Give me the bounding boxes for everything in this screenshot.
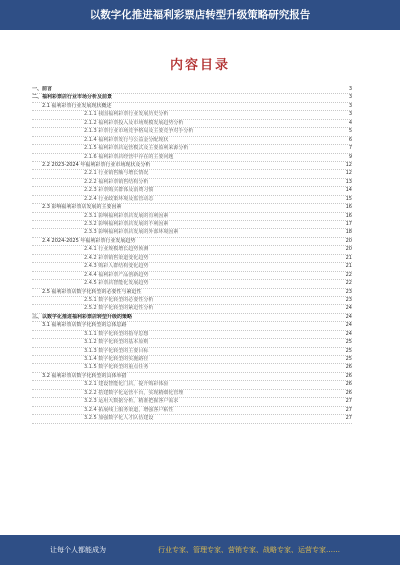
- toc-entry-page: 24: [345, 330, 352, 337]
- toc-entry-text: 3.2.1 建设智能化门店，提升购彩体验: [84, 381, 169, 388]
- toc-entry[interactable]: [32, 364, 352, 372]
- toc-entry-page: 3: [348, 111, 352, 118]
- toc-entry-text: 2.4.3 购彩人群结构变化趋势: [84, 263, 149, 270]
- toc-entry[interactable]: [32, 263, 352, 271]
- toc-entry-text: 3.2.2 搭建数字化运营平台，实现精细化管理: [84, 389, 184, 396]
- toc-entry-text: 2.3.1 影响福利彩票店发展的有利因素: [84, 212, 169, 219]
- toc-entry-page: 14: [345, 187, 352, 194]
- toc-entry-text: 2.5.1 数字化转型的必要性分析: [84, 296, 154, 303]
- table-of-contents: [32, 86, 352, 424]
- toc-entry[interactable]: [32, 339, 352, 347]
- toc-entry-text: 2.4.2 彩票销售渠道变化趋势: [84, 254, 149, 261]
- toc-entry-text: 2.1.5 福利彩票店运营模式及主要盈利来源分析: [84, 145, 189, 152]
- toc-entry-text: 2.2.2 福利彩票销售结构分析: [84, 178, 149, 185]
- report-title: 以数字化推进福利彩票店转型升级策略研究报告: [89, 9, 311, 21]
- toc-entry-page: 3: [348, 86, 352, 92]
- toc-entry-page: 3: [348, 94, 352, 101]
- toc-entry-text: 三、以数字化推进福利彩票店转型升级的策略: [32, 313, 133, 320]
- toc-entry[interactable]: [32, 280, 352, 288]
- toc-entry-text: 3.1 福利彩票店数字化转型的总体思路: [42, 322, 127, 329]
- toc-entry[interactable]: [32, 128, 352, 136]
- toc-entry[interactable]: [32, 390, 352, 398]
- toc-entry-page: 7: [348, 145, 352, 152]
- toc-entry[interactable]: [32, 356, 352, 364]
- report-header-bar: [0, 0, 400, 30]
- toc-entry-text: 2.1.2 福利彩票投入及市场规模发展趋势分析: [84, 119, 184, 126]
- toc-entry[interactable]: [32, 407, 352, 415]
- toc-entry-text: 3.1.5 数字化转型的重点任务: [84, 364, 149, 371]
- toc-entry-text: 3.2 福利彩票店数字化转型的具体举措: [42, 372, 127, 379]
- toc-entry-text: 2.4 2024-2025 年福利彩票行业发展趋势: [42, 237, 136, 244]
- toc-entry-text: 2.2 2023-2024 年福利彩票行业市场现状及分析: [42, 161, 151, 168]
- toc-entry[interactable]: [32, 415, 352, 423]
- toc-entry[interactable]: [32, 272, 352, 280]
- toc-entry[interactable]: [32, 255, 352, 263]
- toc-entry-page: 12: [345, 170, 352, 177]
- toc-entry[interactable]: [32, 213, 352, 221]
- toc-entry[interactable]: [32, 137, 352, 145]
- toc-entry[interactable]: [32, 196, 352, 204]
- toc-entry-text: 3.1.2 数字化转型的基本原则: [84, 339, 149, 346]
- toc-entry-page: 13: [345, 178, 352, 185]
- toc-entry-page: 5: [348, 128, 352, 135]
- toc-entry-text: 2.5.2 数字化转型的紧迫性分析: [84, 305, 154, 312]
- toc-entry-page: 22: [345, 280, 352, 287]
- footer-bar: [0, 535, 400, 565]
- toc-entry[interactable]: [32, 238, 352, 246]
- toc-entry-page: 21: [345, 254, 352, 261]
- toc-entry[interactable]: [32, 94, 352, 102]
- toc-entry[interactable]: [32, 348, 352, 356]
- toc-entry[interactable]: [32, 145, 352, 153]
- toc-entry-text: 2.1.4 福利彩票发行与公益金分配现状: [84, 136, 169, 143]
- toc-entry[interactable]: [32, 204, 352, 212]
- toc-entry[interactable]: [32, 179, 352, 187]
- toc-entry-page: 20: [345, 237, 352, 244]
- footer-slogan: 让每个人都能成为: [50, 546, 106, 554]
- toc-entry-text: 2.1 福利彩票行业发展现状概述: [42, 102, 112, 109]
- toc-entry[interactable]: [32, 314, 352, 322]
- toc-entry-text: 2.3 影响福利彩票店发展的主要因素: [42, 204, 122, 211]
- toc-entry-text: 3.1.3 数字化转型的主要目标: [84, 347, 149, 354]
- toc-entry-text: 2.1.1 我国福利彩票行业发展历史分析: [84, 111, 169, 118]
- toc-entry-text: 一、前言: [32, 86, 53, 92]
- toc-entry-page: 25: [345, 356, 352, 362]
- toc-entry-page: 27: [345, 398, 352, 405]
- toc-entry[interactable]: [32, 154, 352, 162]
- toc-entry[interactable]: [32, 322, 352, 330]
- toc-entry-page: 24: [345, 305, 352, 312]
- toc-entry-page: 22: [345, 271, 352, 278]
- toc-entry-text: 2.1.3 彩票行业市场竞争格局及主要竞争对手分析: [84, 128, 194, 135]
- toc-entry-page: 25: [345, 347, 352, 354]
- toc-entry-page: 25: [345, 339, 352, 346]
- toc-entry[interactable]: [32, 229, 352, 237]
- toc-entry-text: 3.2.4 拓展线上服务渠道，增强客户粘性: [84, 406, 174, 413]
- toc-entry-page: 24: [345, 313, 352, 320]
- toc-entry-text: 2.2.3 彩票购买群体及消费习惯: [84, 187, 154, 194]
- toc-entry[interactable]: [32, 398, 352, 406]
- toc-entry-page: 18: [345, 229, 352, 236]
- toc-entry-text: 2.2.4 行业政策环境及监管动态: [84, 195, 154, 202]
- toc-entry[interactable]: [32, 221, 352, 229]
- toc-entry-text: 2.4.4 福利彩票产品创新趋势: [84, 271, 149, 278]
- toc-entry-page: 26: [345, 389, 352, 396]
- toc-entry[interactable]: [32, 86, 352, 94]
- toc-entry[interactable]: [32, 381, 352, 389]
- toc-entry-text: 3.1.1 数字化转型的指导思想: [84, 330, 149, 337]
- toc-entry-page: 9: [348, 153, 352, 160]
- toc-entry-page: 3: [348, 102, 352, 109]
- toc-entry[interactable]: [32, 170, 352, 178]
- toc-entry-page: 17: [345, 221, 352, 227]
- toc-entry-page: 26: [345, 372, 352, 379]
- toc-entry[interactable]: [32, 331, 352, 339]
- toc-entry-page: 27: [345, 415, 352, 422]
- toc-entry-page: 15: [345, 195, 352, 202]
- toc-entry-page: 24: [345, 322, 352, 329]
- toc-entry-text: 3.2.5 加强数字化人才队伍建设: [84, 415, 154, 422]
- toc-entry-page: 27: [345, 406, 352, 413]
- toc-entry-text: 2.4.5 彩票店智能化发展趋势: [84, 280, 149, 287]
- toc-entry[interactable]: [32, 297, 352, 305]
- toc-entry-text: 3.2.3 运用大数据分析，精准把握客户需求: [84, 398, 179, 405]
- toc-entry-text: 2.3.3 影响福利彩票店发展的外部环境因素: [84, 229, 179, 236]
- toc-entry-page: 6: [348, 136, 352, 143]
- toc-entry[interactable]: [32, 120, 352, 128]
- toc-entry-page: 26: [345, 364, 352, 371]
- toc-entry[interactable]: [32, 246, 352, 254]
- toc-title: 内容目录: [169, 58, 230, 73]
- toc-entry[interactable]: [32, 162, 352, 170]
- toc-entry[interactable]: [32, 305, 352, 313]
- toc-entry-text: 2.2.1 行业销售额与增长情况: [84, 170, 149, 177]
- toc-entry[interactable]: [32, 289, 352, 297]
- toc-entry-text: 2.4.1 行业规模增长趋势预测: [84, 246, 149, 253]
- toc-entry[interactable]: [32, 187, 352, 195]
- toc-entry-text: 3.1.4 数字化转型的实施路径: [84, 356, 149, 362]
- toc-entry-page: 12: [345, 161, 352, 168]
- toc-entry-text: 2.5 福利彩票店数字化转型的必要性与紧迫性: [42, 288, 142, 295]
- toc-entry-page: 21: [345, 263, 352, 270]
- toc-entry-page: 23: [345, 288, 352, 295]
- toc-entry-page: 20: [345, 246, 352, 253]
- toc-entry-page: 16: [345, 212, 352, 219]
- toc-entry[interactable]: [32, 373, 352, 381]
- footer-roles: 行业专家、管理专家、营销专家、战略专家、运营专家……: [158, 546, 340, 554]
- toc-entry-page: 16: [345, 204, 352, 211]
- toc-entry[interactable]: [32, 111, 352, 119]
- toc-entry-text: 2.3.2 影响福利彩票店发展的不利因素: [84, 221, 169, 227]
- toc-entry-page: 26: [345, 381, 352, 388]
- toc-entry[interactable]: [32, 103, 352, 111]
- toc-entry-page: 23: [345, 296, 352, 303]
- toc-entry-text: 二、福利彩票店行业市场分析及前景: [32, 94, 113, 101]
- toc-entry-page: 4: [348, 119, 352, 126]
- toc-entry-text: 2.1.6 福利彩票店经营中存在的主要问题: [84, 153, 174, 160]
